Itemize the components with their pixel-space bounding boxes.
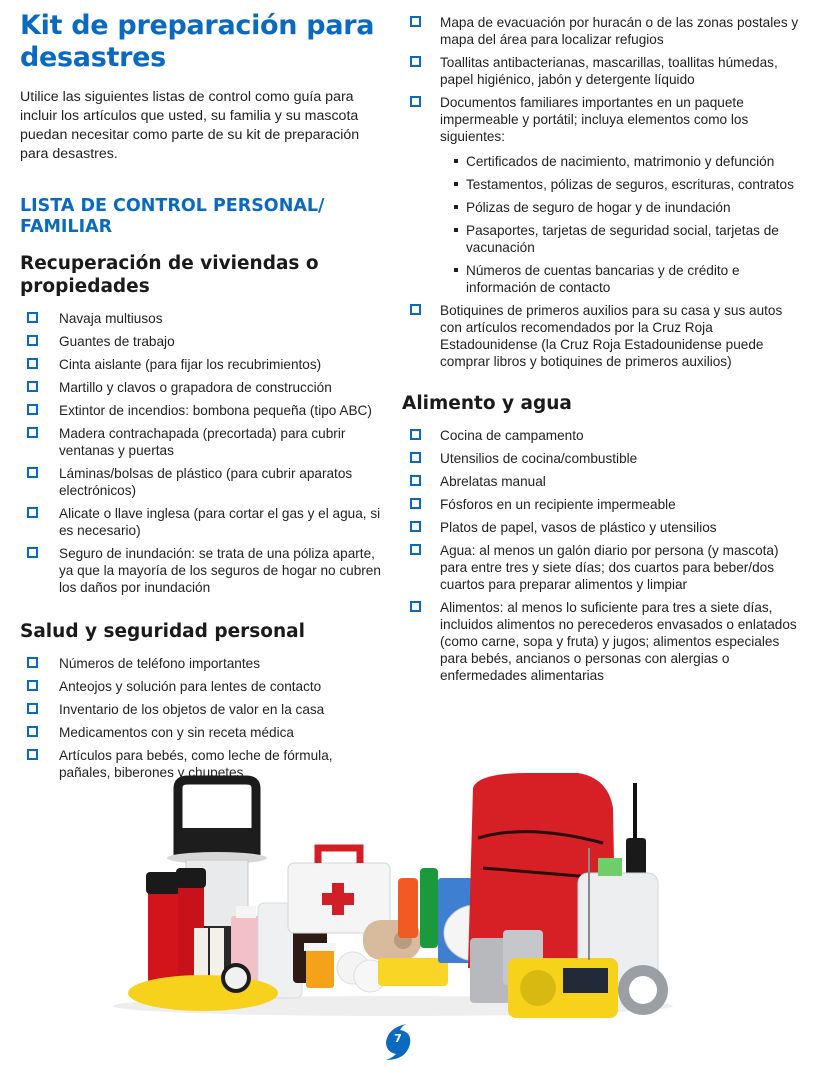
item-label: Toallitas antibacterianas, mascarillas, toallitas húmedas, papel higiénico, jabón y detergente líquido	[440, 55, 778, 87]
square-bullet-icon	[454, 182, 458, 186]
checkbox-icon[interactable]	[27, 381, 38, 392]
item-label: Anteojos y solución para lentes de contacto	[59, 679, 322, 694]
checkbox-icon[interactable]	[410, 601, 421, 612]
checklist-item	[27, 356, 385, 373]
documents-sublist	[454, 153, 802, 296]
checkbox-icon[interactable]	[410, 304, 421, 315]
checklist-item	[27, 402, 385, 419]
checkbox-icon[interactable]	[410, 475, 421, 486]
checklist-item	[27, 379, 385, 396]
subheading-alimento: Alimento y agua	[402, 393, 572, 414]
checklist-item	[410, 54, 802, 88]
sublist-item	[454, 262, 802, 296]
sublist-item	[454, 153, 802, 170]
checklist-item	[27, 678, 385, 695]
section-salud	[20, 620, 385, 781]
item-label: Fósforos en un recipiente impermeable	[440, 497, 676, 512]
item-label: Cocina de campamento	[440, 428, 584, 443]
item-label: Alicate o llave inglesa (para cortar el gas y el agua, si es necesario)	[59, 506, 381, 538]
checkbox-icon[interactable]	[27, 680, 38, 691]
item-label: Alimentos: al menos lo suficiente para tres a siete días, incluidos alimentos no perecederos envasados o enlatados (como carne, sopa y fruta) y jugos; alimentos especiales para bebés, ancianos o personas con alergias o enfermedades alimentarias	[440, 600, 797, 683]
checklist-vivienda	[20, 310, 385, 596]
subitem-label: Certificados de nacimiento, matrimonio y defunción	[466, 154, 775, 169]
item-label: Madera contrachapada (precortada) para cubrir ventanas y puertas	[59, 426, 346, 458]
checklist-alimento	[410, 427, 802, 684]
checklist-item	[410, 599, 802, 684]
checklist-item-documents	[410, 94, 802, 296]
checkbox-icon[interactable]	[27, 467, 38, 478]
checklist-item	[27, 465, 385, 499]
item-label: Seguro de inundación: se trata de una póliza aparte, ya que la mayoría de los seguros de hogar no cubren los daños por inundación	[59, 546, 381, 595]
item-label: Guantes de trabajo	[59, 334, 175, 349]
left-column	[20, 10, 385, 799]
checkbox-icon[interactable]	[410, 521, 421, 532]
emergency-kit-photo	[108, 768, 678, 1018]
checkbox-icon[interactable]	[27, 657, 38, 668]
item-label: Botiquines de primeros auxilios para su casa y sus autos con artículos recomendados por la Cruz Roja Estadounidense (la Cruz Roja Estadounidense puede comprar libros y botiquines de primeros auxilios)	[440, 303, 783, 369]
sublist-item	[454, 222, 802, 256]
square-bullet-icon	[454, 228, 458, 232]
sublist-item	[454, 176, 802, 193]
checkbox-icon[interactable]	[27, 404, 38, 415]
checkbox-icon[interactable]	[27, 312, 38, 323]
checklist-salud-continued	[410, 14, 802, 370]
checklist-item	[27, 545, 385, 596]
item-label: Documentos familiares importantes en un paquete impermeable y portátil; incluya elementos como los siguientes:	[440, 95, 749, 144]
item-label: Medicamentos con y sin receta médica	[59, 725, 294, 740]
checkbox-icon[interactable]	[27, 335, 38, 346]
checklist-item	[410, 302, 802, 370]
section-vivienda	[20, 252, 385, 596]
subitem-label: Números de cuentas bancarias y de crédito e información de contacto	[466, 263, 740, 295]
checkbox-icon[interactable]	[27, 427, 38, 438]
intro-paragraph: Utilice las siguientes listas de control como guía para incluir los artículos que usted, su familia y su mascota puedan necesitar como parte de su kit de preparación para desastres.	[20, 89, 360, 162]
page-number: 7	[394, 1032, 402, 1045]
item-label: Cinta aislante (para fijar los recubrimientos)	[59, 357, 322, 372]
checklist-item	[410, 427, 802, 444]
checkbox-icon[interactable]	[410, 429, 421, 440]
checklist-item	[410, 14, 802, 48]
item-label: Agua: al menos un galón diario por persona (y mascota) para entre tres y siete días; dos cuartos para beber/dos cuartos para preparar alimentos y limpiar	[440, 543, 779, 592]
right-column	[402, 14, 802, 690]
checkbox-icon[interactable]	[27, 547, 38, 558]
item-label: Utensilios de cocina/combustible	[440, 451, 638, 466]
checkbox-icon[interactable]	[410, 498, 421, 509]
checkbox-icon[interactable]	[410, 544, 421, 555]
item-label: Mapa de evacuación por huracán o de las zonas postales y mapa del área para localizar refugios	[440, 15, 799, 47]
checkbox-icon[interactable]	[27, 358, 38, 369]
checklist-item	[410, 542, 802, 593]
checklist-item	[410, 473, 802, 490]
checkbox-icon[interactable]	[27, 726, 38, 737]
page-title: Kit de preparación para desastres	[20, 10, 375, 73]
item-label: Extintor de incendios: bombona pequeña (tipo ABC)	[59, 403, 372, 418]
item-label: Inventario de los objetos de valor en la casa	[59, 702, 325, 717]
checklist-item	[27, 655, 385, 672]
subheading-vivienda: Recuperación de viviendas o propiedades	[20, 253, 319, 297]
subitem-label: Pólizas de seguro de hogar y de inundación	[466, 200, 731, 215]
page-number-badge	[380, 1022, 416, 1062]
checklist-item	[410, 450, 802, 467]
checkbox-icon[interactable]	[27, 703, 38, 714]
checklist-item	[27, 724, 385, 741]
checklist-item	[410, 496, 802, 513]
sublist-item	[454, 199, 802, 216]
checklist-item	[27, 333, 385, 350]
section-heading: LISTA DE CONTROL PERSONAL/ FAMILIAR	[20, 196, 325, 237]
checklist-item	[27, 505, 385, 539]
item-label: Números de teléfono importantes	[59, 656, 260, 671]
subitem-label: Testamentos, pólizas de seguros, escrituras, contratos	[466, 177, 794, 192]
checkbox-icon[interactable]	[27, 507, 38, 518]
checkbox-icon[interactable]	[410, 96, 421, 107]
checklist-item	[27, 701, 385, 718]
item-label: Artículos para bebés, como leche de fórmula, pañales, biberones y chupetes	[59, 748, 333, 780]
checklist-item	[410, 519, 802, 536]
square-bullet-icon	[454, 268, 458, 272]
item-label: Abrelatas manual	[440, 474, 546, 489]
checkbox-icon[interactable]	[410, 56, 421, 67]
section-alimento	[402, 392, 802, 684]
item-label: Láminas/bolsas de plástico (para cubrir aparatos electrónicos)	[59, 466, 353, 498]
checklist-salud	[20, 655, 385, 781]
subitem-label: Pasaportes, tarjetas de seguridad social, tarjetas de vacunación	[466, 223, 779, 255]
checkbox-icon[interactable]	[27, 749, 38, 760]
item-label: Martillo y clavos o grapadora de construcción	[59, 380, 332, 395]
checkbox-icon[interactable]	[410, 452, 421, 463]
item-label: Platos de papel, vasos de plástico y utensilios	[440, 520, 717, 535]
square-bullet-icon	[454, 205, 458, 209]
checkbox-icon[interactable]	[410, 16, 421, 27]
subheading-salud: Salud y seguridad personal	[20, 621, 305, 642]
item-label: Navaja multiusos	[59, 311, 163, 326]
checklist-item	[27, 425, 385, 459]
square-bullet-icon	[454, 159, 458, 163]
checklist-item	[27, 310, 385, 327]
